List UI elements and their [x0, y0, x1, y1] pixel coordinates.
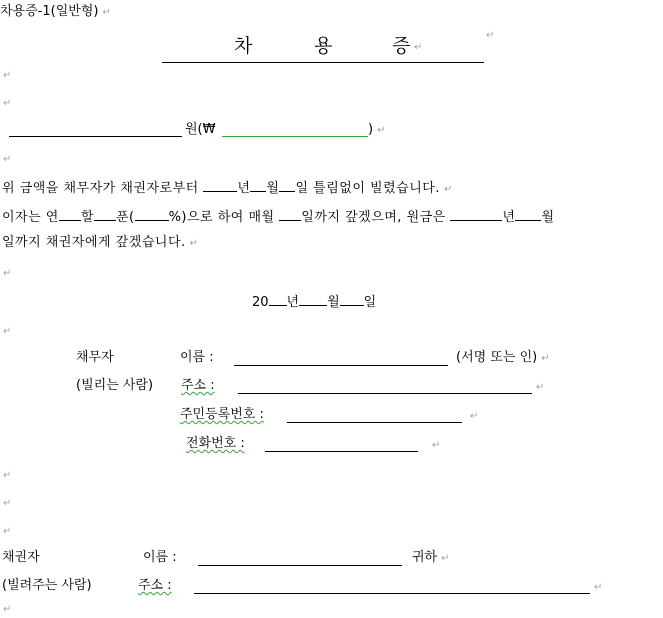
interest-percent-blank[interactable]: [135, 207, 169, 221]
paragraph-mark: ↵: [443, 184, 453, 195]
date-month-label: 월: [327, 295, 340, 310]
paragraph-mark: ↵: [594, 582, 603, 593]
creditor-address-field[interactable]: [194, 593, 590, 594]
paragraph-mark: ↵: [536, 382, 545, 393]
paragraph-mark: ↵: [414, 42, 423, 53]
paragraph-mark: ↵: [3, 604, 12, 615]
paragraph-mark: ↵: [3, 526, 12, 537]
paragraph-mark: ↵: [441, 553, 450, 564]
debtor-name-field[interactable]: [234, 365, 448, 366]
creditor-address-label: [138, 578, 172, 594]
p1-suffix: 일 틀림없이 빌렸습니다.: [295, 181, 440, 196]
debtor-phone-label: [186, 436, 245, 452]
paragraph-mark: ↵: [432, 440, 441, 451]
year-label: 년: [237, 181, 251, 196]
creditor-name-label: 이름 :: [143, 550, 177, 565]
debtor-label: 채무자: [76, 350, 114, 365]
pct-label: %)으로 하여 매월: [168, 210, 275, 225]
date-prefix: 20: [252, 295, 269, 310]
paragraph-line-3: [2, 235, 199, 252]
p2-a: 이자는 연: [2, 210, 59, 225]
creditor-address-text: 주소 :: [138, 578, 172, 593]
date-line: [252, 292, 376, 311]
date-year-label: 년: [286, 295, 300, 310]
paragraph-mark: ↵: [3, 70, 12, 81]
paragraph-mark: ↵: [3, 154, 12, 165]
amount-number-blank[interactable]: [222, 136, 368, 137]
principal-year-blank[interactable]: [450, 207, 502, 221]
debtor-name-label: 이름 :: [180, 350, 214, 365]
hal-label: 할: [80, 210, 94, 225]
paragraph-mark: ↵: [102, 7, 111, 18]
document-type-label: [0, 4, 111, 21]
interest-tenth-blank[interactable]: [59, 207, 81, 221]
date-year-blank[interactable]: [269, 292, 287, 306]
paragraph-mark: ↵: [3, 268, 12, 279]
amount-close: [368, 122, 385, 139]
paragraph-mark: ↵: [3, 498, 12, 509]
amount-won-label: [185, 122, 215, 138]
title-underline: [162, 62, 484, 63]
close-paren: ): [368, 122, 374, 137]
debtor-phone-text: 전화번호 :: [186, 436, 245, 451]
month-label: 월: [266, 181, 280, 196]
title-char-3: 증: [392, 35, 411, 57]
paragraph-mark: ↵: [541, 353, 550, 364]
creditor-sublabel: (빌려주는 사람): [2, 578, 92, 593]
honorific-text: 귀하: [412, 550, 438, 565]
paragraph-mark: ↵: [486, 30, 495, 41]
p3-text: 일까지 채권자에게 갚겠습니다.: [2, 235, 186, 250]
debtor-phone-field[interactable]: [265, 451, 418, 452]
debtor-address-field[interactable]: [238, 393, 532, 394]
date-day-blank[interactable]: [340, 292, 364, 306]
won-text: 원(₩: [185, 122, 216, 137]
year-blank[interactable]: [203, 178, 237, 192]
debtor-address-label: [181, 378, 215, 394]
principal-month-label: 월: [541, 210, 555, 225]
debtor-sign-note: [456, 350, 550, 367]
month-blank[interactable]: [250, 178, 266, 192]
monthly-day-blank[interactable]: [279, 207, 301, 221]
paragraph-mark: ↵: [377, 125, 386, 136]
principal-year-label: 년: [502, 210, 516, 225]
interest-hundredth-blank[interactable]: [94, 207, 116, 221]
paragraph-line-2: [2, 207, 555, 226]
paragraph-mark: ↵: [3, 470, 12, 481]
paragraph-line-1: [2, 178, 453, 198]
debtor-sublabel: (빌리는 사람): [76, 378, 154, 393]
creditor-label: 채권자: [2, 550, 40, 565]
debtor-id-label: [180, 407, 264, 423]
p2-b: 일까지 갚겠으며, 원금은: [301, 210, 446, 225]
sign-note-text: (서명 또는 인): [456, 350, 538, 365]
debtor-address-text: 주소 :: [181, 378, 215, 393]
creditor-name-field[interactable]: [198, 565, 402, 566]
title-char-1: 차: [234, 35, 253, 57]
paragraph-mark: ↵: [470, 411, 479, 422]
paragraph-mark: ↵: [3, 98, 12, 109]
debtor-id-text: 주민등록번호 :: [180, 407, 264, 422]
debtor-id-field[interactable]: [287, 422, 462, 423]
amount-korean-blank[interactable]: [9, 136, 182, 137]
creditor-honorific: [412, 550, 450, 567]
date-day-label: 일: [363, 295, 377, 310]
pun-label: 푼(: [115, 210, 135, 225]
title-char-2: 용: [314, 35, 333, 57]
paragraph-mark: ↵: [189, 238, 199, 249]
document-type-text: 차용증-1(일반형): [0, 4, 99, 19]
day-blank[interactable]: [279, 178, 295, 192]
p1-prefix: 위 금액을 채무자가 채권자로부터: [2, 181, 199, 196]
date-month-blank[interactable]: [299, 292, 327, 306]
principal-month-blank[interactable]: [515, 207, 541, 221]
paragraph-mark: ↵: [3, 326, 12, 337]
